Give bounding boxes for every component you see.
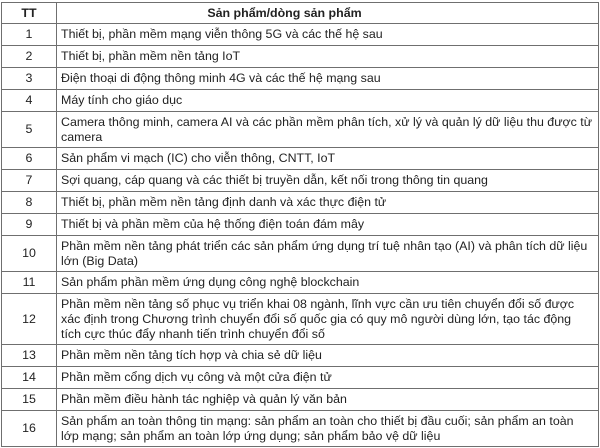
row-number: 7 xyxy=(2,170,57,192)
table-row xyxy=(2,68,599,90)
row-number: 13 xyxy=(2,345,57,367)
product-table xyxy=(1,2,599,447)
row-number: 5 xyxy=(2,112,57,148)
row-product: Điện thoại di động thông minh 4G và các thế hệ mạng sau xyxy=(57,68,599,90)
table-row xyxy=(2,170,599,192)
row-product: Phần mềm nền tảng phát triển các sản phẩm ứng dụng trí tuệ nhân tạo (AI) và phân tích dữ liệu lớn (Big Data) xyxy=(57,236,599,272)
table-row xyxy=(2,272,599,294)
row-product: Thiết bị, phần mềm nền tảng IoT xyxy=(57,46,599,68)
table-row xyxy=(2,148,599,170)
row-product: Phần mềm điều hành tác nghiệp và quản lý văn bản xyxy=(57,389,599,411)
row-product: Sản phẩm phần mềm ứng dụng công nghệ blockchain xyxy=(57,272,599,294)
row-number: 3 xyxy=(2,68,57,90)
row-product: Phần mềm nền tảng số phục vụ triển khai 08 ngành, lĩnh vực cần ưu tiên chuyển đổi số được xác định trong Chương trình chuyển đổi số quốc gia có quy mô người dùng lớn, tạo tác động tích cực thúc đẩy nhanh tiến trình chuyển đổi số xyxy=(57,294,599,345)
row-number: 16 xyxy=(2,411,57,447)
row-number: 15 xyxy=(2,389,57,411)
table-row xyxy=(2,90,599,112)
row-number: 2 xyxy=(2,46,57,68)
table-row xyxy=(2,389,599,411)
table-row xyxy=(2,192,599,214)
row-number: 4 xyxy=(2,90,57,112)
row-number: 1 xyxy=(2,24,57,46)
row-number: 14 xyxy=(2,367,57,389)
row-product: Thiết bị, phần mềm nền tảng định danh và xác thực điện tử xyxy=(57,192,599,214)
row-product: Thiết bị và phần mềm của hệ thống điện toán đám mây xyxy=(57,214,599,236)
header-tt: TT xyxy=(2,3,57,24)
row-number: 6 xyxy=(2,148,57,170)
row-product: Phần mềm nền tảng tích hợp và chia sẻ dữ liệu xyxy=(57,345,599,367)
row-product: Máy tính cho giáo dục xyxy=(57,90,599,112)
table-row xyxy=(2,214,599,236)
row-number: 12 xyxy=(2,294,57,345)
table-row xyxy=(2,112,599,148)
header-product: Sản phẩm/dòng sản phẩm xyxy=(57,3,599,24)
table-row xyxy=(2,46,599,68)
row-number: 8 xyxy=(2,192,57,214)
table-row xyxy=(2,411,599,447)
row-product: Sản phẩm an toàn thông tin mạng: sản phẩm an toàn cho thiết bị đầu cuối; sản phẩm an toàn lớp mạng; sản phẩm an toàn lớp ứng dụng; sản phẩm bảo vệ dữ liệu xyxy=(57,411,599,447)
row-product: Phần mềm cổng dịch vụ công và một cửa điện tử xyxy=(57,367,599,389)
table-row xyxy=(2,236,599,272)
row-number: 10 xyxy=(2,236,57,272)
table-row xyxy=(2,24,599,46)
table-row xyxy=(2,294,599,345)
row-product: Thiết bị, phần mềm mạng viễn thông 5G và các thế hệ sau xyxy=(57,24,599,46)
row-product: Camera thông minh, camera AI và các phần mềm phân tích, xử lý và quản lý dữ liệu thu được từ camera xyxy=(57,112,599,148)
row-number: 11 xyxy=(2,272,57,294)
table-row xyxy=(2,367,599,389)
row-number: 9 xyxy=(2,214,57,236)
table-header-row xyxy=(2,3,599,24)
row-product: Sản phẩm vi mạch (IC) cho viễn thông, CNTT, IoT xyxy=(57,148,599,170)
row-product: Sợi quang, cáp quang và các thiết bị truyền dẫn, kết nối trong thông tin quang xyxy=(57,170,599,192)
table-row xyxy=(2,345,599,367)
